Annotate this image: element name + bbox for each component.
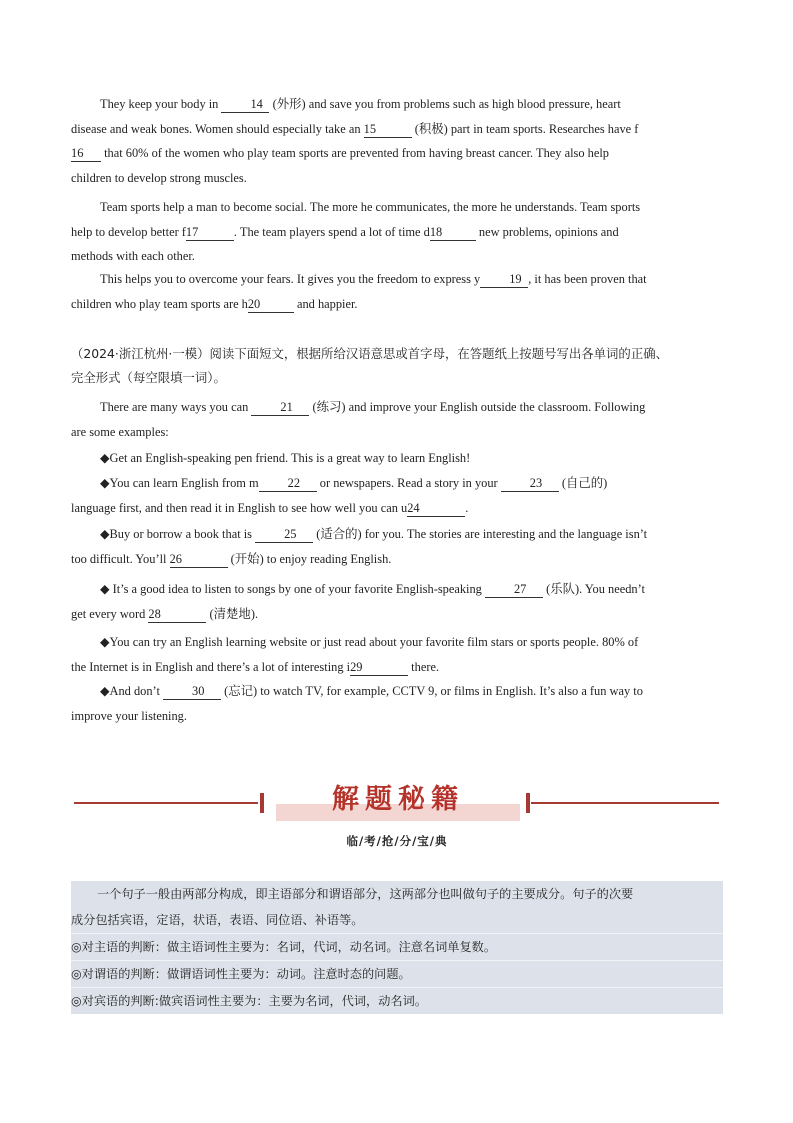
banner-title: 解题秘籍	[332, 784, 464, 815]
tips-row: ◎对主语的判断：做主语词性主要为：名词，代词，动名词。注意名词单复数。	[71, 934, 723, 961]
text-line: ◆Buy or borrow a book that is 25 (适合的) for you. The stories are interesting and the language isn’t	[100, 527, 648, 541]
text-line: are some examples:	[71, 424, 169, 439]
banner-rule-cap-left	[260, 793, 264, 813]
bullet-2	[71, 471, 723, 520]
text-line: language first, and then read it in English to see how well you can u24 .	[71, 500, 469, 515]
instruction-line: （2024·浙江杭州·一模）阅读下面短文，根据所给汉语意思或首字母，在答题纸上按题号写出各单词的正确、	[71, 346, 668, 361]
banner-rule-cap-right	[526, 793, 530, 813]
banner-rule-right	[531, 802, 719, 804]
answer-blank-18: 18	[430, 224, 476, 241]
tips-row: ◎对宾语的判断:做宾语词性主要为：主要为名词，代词，动名词。	[71, 994, 427, 1008]
text-line: ◆You can try an English learning website or just read about your favorite film stars or sports people. 80% of	[100, 635, 639, 649]
answer-blank-22: 22	[259, 475, 317, 492]
answer-blank-26: 26	[170, 551, 228, 568]
answer-blank-19: 19	[480, 271, 528, 288]
text-line: They keep your body in 14 (外形) and save you from problems such as high blood pressure, heart	[100, 97, 621, 111]
answer-blank-17: 17	[186, 224, 234, 241]
text-line: children who play team sports are h20 and happier.	[71, 296, 358, 311]
exercise-instructions	[71, 342, 723, 390]
text-line: get every word 28 (清楚地).	[71, 606, 259, 621]
text-line: ◆ It’s a good idea to listen to songs by one of your favorite English-speaking 27 (乐队). You needn’t	[100, 582, 645, 596]
answer-blank-16: 16	[71, 145, 101, 162]
passage1-paragraph3	[71, 267, 723, 316]
answer-blank-30: 30	[163, 683, 221, 700]
text-line: children to develop strong muscles.	[71, 170, 247, 185]
banner-title-box	[276, 780, 520, 820]
passage1-paragraph1	[71, 92, 723, 190]
text-line: ◆You can learn English from m 22 or newspapers. Read a story in your 23 (自己的)	[100, 476, 608, 490]
bullet-1	[71, 446, 723, 471]
tips-box	[71, 881, 723, 1014]
answer-blank-28: 28	[148, 606, 206, 623]
bullet-5	[71, 630, 723, 679]
text-line: disease and weak bones. Women should especially take an 15 (积极) part in team sports. Researches have f	[71, 121, 639, 136]
answer-blank-23: 23	[501, 475, 559, 492]
answer-blank-20: 20	[248, 296, 294, 313]
bullet-3	[71, 522, 723, 571]
answer-blank-27: 27	[485, 581, 543, 598]
answer-blank-29: 29	[350, 659, 408, 676]
text-line: ◆And don’t 30 (忘记) to watch TV, for example, CCTV 9, or films in English. It’s also a fun way to	[100, 684, 643, 698]
text-line: the Internet is in English and there’s a lot of interesting i29 there.	[71, 659, 440, 674]
text-line: 16 that 60% of the women who play team sports are prevented from having breast cancer. They also help	[71, 146, 609, 160]
answer-blank-24: 24	[407, 500, 465, 517]
answer-blank-21: 21	[251, 399, 309, 416]
passage2-paragraph1	[71, 395, 723, 444]
bullet-4	[71, 577, 723, 626]
section-banner	[71, 780, 723, 828]
passage1-paragraph2	[71, 195, 723, 269]
text-line: improve your listening.	[71, 708, 187, 723]
tips-line: 一个句子一般由两部分构成，即主语部分和谓语部分，这两部分也叫做句子的主要成分。句子的次要	[97, 887, 634, 901]
banner-subtitle: 临/考/抢/分/宝/典	[346, 834, 448, 848]
banner-rule-left	[74, 802, 258, 804]
text-line: ◆Get an English-speaking pen friend. This is a great way to learn English!	[100, 451, 471, 465]
text-line: This helps you to overcome your fears. It gives you the freedom to express y 19 , it has been proven that	[100, 272, 647, 286]
text-line: methods with each other.	[71, 249, 195, 263]
instruction-line: 完全形式（每空限填一词）。	[71, 370, 226, 385]
answer-blank-15: 15	[364, 121, 412, 138]
text-line: help to develop better f17 . The team players spend a lot of time d18 new problems, opinions and	[71, 224, 619, 239]
bullet-6	[71, 679, 723, 728]
text-line: Team sports help a man to become social. The more he communicates, the more he understands. Team sports	[100, 200, 641, 214]
tips-row: ◎对谓语的判断：做谓语词性主要为：动词。注意时态的问题。	[71, 961, 723, 988]
text-line: There are many ways you can 21 (练习) and improve your English outside the classroom. Following	[100, 400, 646, 414]
tips-row	[71, 881, 723, 934]
tips-line: 成分包括宾语，定语，状语，表语、同位语、补语等。	[71, 913, 364, 927]
text-line: too difficult. You’ll 26 (开始) to enjoy reading English.	[71, 551, 392, 566]
answer-blank-25: 25	[255, 526, 313, 543]
answer-blank-14: 14	[221, 96, 269, 113]
